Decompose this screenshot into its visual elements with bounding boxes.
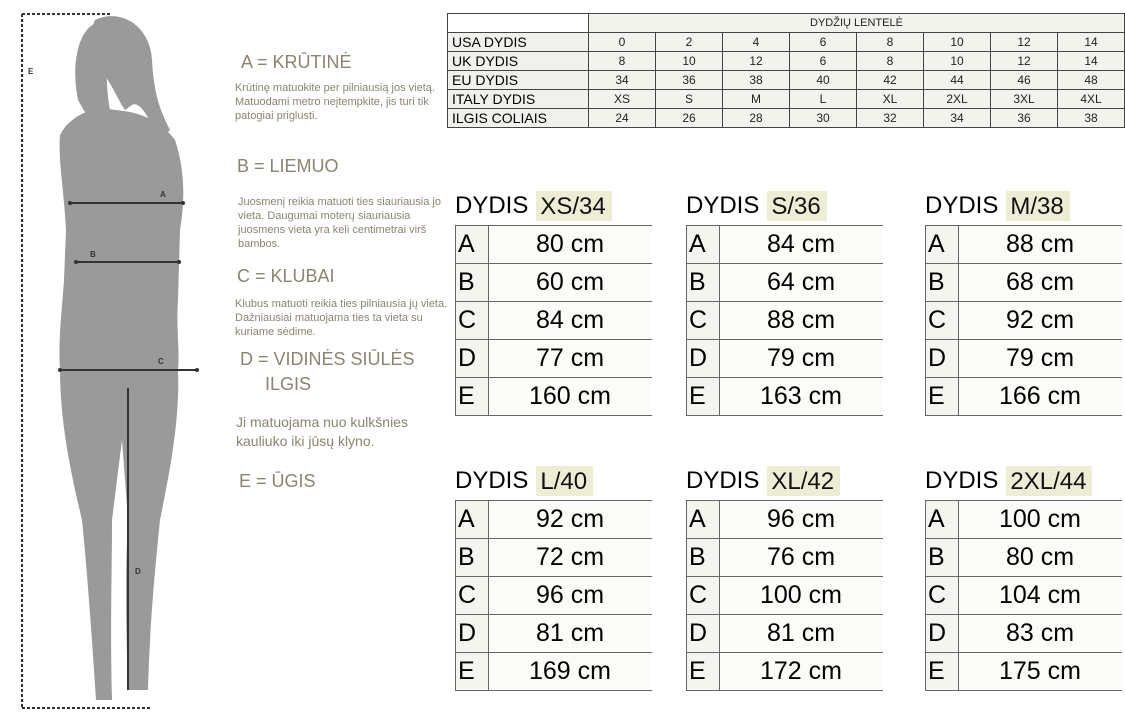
card-size-label: L/40 [536,466,593,496]
card-row [926,302,1122,340]
row-letter: D [456,615,489,652]
table-cell: 30 [790,109,857,128]
legend-c-text: Klubus matuoti reikia ties pilniausia jų vieta. Dažniausiai matuojama ties ta vieta su kuriame sėdime. [235,298,448,338]
row-value: 76 cm [720,539,883,576]
row-label: ITALY DYDIS [448,90,589,109]
card-row [456,539,652,577]
row-value: 60 cm [489,264,652,301]
card-row [926,653,1122,691]
table-cell: 26 [656,109,723,128]
row-value: 84 cm [720,226,883,263]
table-row [448,71,1125,90]
card-header [678,462,882,500]
table-cell: 10 [924,52,991,71]
row-value: 81 cm [720,615,883,652]
card-row [456,615,652,653]
row-value: 68 cm [959,264,1122,301]
table-row [448,90,1125,109]
card-header [447,462,651,500]
table-cell: 2 [656,33,723,52]
table-cell: 6 [790,33,857,52]
legend-b-title: B = LIEMUO [237,156,339,176]
card-size-label: M/38 [1006,191,1069,221]
legend-d-title-line2: ILGIS [265,374,312,394]
row-value: 96 cm [489,577,652,614]
legend-a-text: Krūtinę matuokite per pilniausią jos vietą. Matuodami metro neįtempkite, jis turi tik patogiai priglusti. [235,82,435,122]
card-row [687,226,883,264]
card-row [456,653,652,691]
row-letter: A [687,501,720,538]
legend-d-title-line1: D = VIDINĖS SIŪLĖS [240,349,415,369]
table-cell: 46 [991,71,1058,90]
card-row [926,539,1122,577]
card-header [447,187,651,225]
card-row [926,615,1122,653]
row-letter: C [456,302,489,339]
card-size-label: S/36 [767,191,826,221]
row-value: 72 cm [489,539,652,576]
row-letter: B [926,264,959,301]
card-row [456,302,652,340]
row-value: 88 cm [959,226,1122,263]
row-value: 96 cm [720,501,883,538]
row-letter: B [456,539,489,576]
row-letter: D [926,615,959,652]
table-row [448,52,1125,71]
card-row [456,264,652,302]
table-cell: 36 [656,71,723,90]
size-conversion-table [447,13,1125,128]
card-size-label: XS/34 [536,191,611,221]
table-cell: 8 [589,52,656,71]
table-row [448,109,1125,128]
row-letter: A [687,226,720,263]
table-cell: 10 [924,33,991,52]
row-letter: A [926,226,959,263]
size-card-s [678,187,882,412]
row-value: 79 cm [959,340,1122,377]
card-header [678,187,882,225]
card-header [917,187,1121,225]
row-value: 80 cm [959,539,1122,576]
size-table-title: DYDŽIŲ LENTELĖ [589,14,1125,33]
table-cell: 8 [857,33,924,52]
card-row [687,615,883,653]
table-cell: 6 [790,52,857,71]
row-value: 100 cm [720,577,883,614]
table-cell: S [656,90,723,109]
legend-c-title: C = KLUBAI [237,266,335,286]
row-value: 83 cm [959,615,1122,652]
card-size-label: XL/42 [767,466,840,496]
card-dydis-label: DYDIS [686,192,760,219]
legend-d-text: Ji matuojama nuo kulkšnies kauliuko iki jūsų klyno. [236,414,408,449]
row-label: USA DYDIS [448,33,589,52]
card-row [926,340,1122,378]
row-letter: C [687,577,720,614]
row-label: UK DYDIS [448,52,589,71]
row-value: 80 cm [489,226,652,263]
row-letter: D [687,340,720,377]
row-value: 64 cm [720,264,883,301]
row-letter: E [456,653,489,690]
table-cell: 28 [723,109,790,128]
table-cell: 40 [790,71,857,90]
card-dydis-label: DYDIS [455,467,529,494]
size-card-m [917,187,1121,412]
table-cell: 32 [857,109,924,128]
row-letter: E [687,378,720,415]
measure-label-b: B [90,250,96,259]
table-cell: 4 [723,33,790,52]
row-letter: B [456,264,489,301]
legend-b-text: Juosmenį reikia matuoti ties siauriausia jo vieta. Daugumai moterų siauriausia juosmens vieta yra keli centimetrai virš bambos. [238,196,441,250]
table-cell: 48 [1058,71,1125,90]
card-dydis-label: DYDIS [686,467,760,494]
row-letter: B [687,539,720,576]
card-row [687,378,883,416]
legend-e-title: E = ŪGIS [239,471,316,491]
table-corner-cell [448,14,589,33]
row-letter: D [687,615,720,652]
row-value: 160 cm [489,378,652,415]
card-row [926,577,1122,615]
row-letter: C [926,302,959,339]
card-row [456,577,652,615]
size-card-xl [678,462,882,687]
row-letter: B [926,539,959,576]
row-letter: C [926,577,959,614]
card-row [687,577,883,615]
row-letter: B [687,264,720,301]
card-row [687,653,883,691]
card-row [926,264,1122,302]
table-cell: 38 [1058,109,1125,128]
row-label: ILGIS COLIAIS [448,109,589,128]
table-cell: 14 [1058,33,1125,52]
table-cell: 38 [723,71,790,90]
row-value: 92 cm [959,302,1122,339]
table-cell: 14 [1058,52,1125,71]
row-letter: C [456,577,489,614]
table-cell: 34 [589,71,656,90]
measure-label-d: D [135,567,141,576]
card-row [456,378,652,416]
body-measurement-figure [0,0,240,715]
measure-label-c: C [158,357,164,366]
card-header [917,462,1121,500]
row-letter: E [456,378,489,415]
size-card-l [447,462,651,687]
size-card-2xl [917,462,1121,687]
legend-a-title: A = KRŪTINĖ [241,52,352,72]
silhouette-illustration [0,0,240,715]
row-letter: E [926,653,959,690]
table-cell: 24 [589,109,656,128]
table-cell: 4XL [1058,90,1125,109]
card-dydis-label: DYDIS [455,192,529,219]
card-row [687,264,883,302]
card-dydis-label: DYDIS [925,467,999,494]
table-cell: 12 [723,52,790,71]
card-row [926,378,1122,416]
measure-label-a: A [160,190,166,199]
row-value: 92 cm [489,501,652,538]
table-cell: 12 [991,33,1058,52]
table-row [448,33,1125,52]
table-cell: M [723,90,790,109]
table-cell: XS [589,90,656,109]
row-letter: A [926,501,959,538]
card-row [456,226,652,264]
table-cell: L [790,90,857,109]
row-value: 175 cm [959,653,1122,690]
row-letter: E [926,378,959,415]
card-dydis-label: DYDIS [925,192,999,219]
table-cell: XL [857,90,924,109]
row-value: 88 cm [720,302,883,339]
card-row [687,539,883,577]
row-value: 100 cm [959,501,1122,538]
row-value: 169 cm [489,653,652,690]
row-letter: E [687,653,720,690]
table-cell: 34 [924,109,991,128]
row-value: 172 cm [720,653,883,690]
table-cell: 42 [857,71,924,90]
card-row [456,340,652,378]
card-row [687,302,883,340]
row-value: 163 cm [720,378,883,415]
row-value: 77 cm [489,340,652,377]
table-cell: 10 [656,52,723,71]
card-row [687,340,883,378]
table-cell: 0 [589,33,656,52]
row-letter: A [456,501,489,538]
row-value: 104 cm [959,577,1122,614]
row-letter: A [456,226,489,263]
card-row [926,501,1122,539]
table-cell: 36 [991,109,1058,128]
card-row [687,501,883,539]
table-cell: 3XL [991,90,1058,109]
card-row [926,226,1122,264]
row-value: 166 cm [959,378,1122,415]
card-size-label: 2XL/44 [1006,466,1092,496]
row-letter: D [926,340,959,377]
table-cell: 8 [857,52,924,71]
row-value: 79 cm [720,340,883,377]
table-cell: 2XL [924,90,991,109]
row-value: 84 cm [489,302,652,339]
row-letter: D [456,340,489,377]
measure-label-e: E [28,67,34,76]
size-card-xs [447,187,651,412]
card-row [456,501,652,539]
table-cell: 44 [924,71,991,90]
row-label: EU DYDIS [448,71,589,90]
row-value: 81 cm [489,615,652,652]
table-cell: 12 [991,52,1058,71]
row-letter: C [687,302,720,339]
